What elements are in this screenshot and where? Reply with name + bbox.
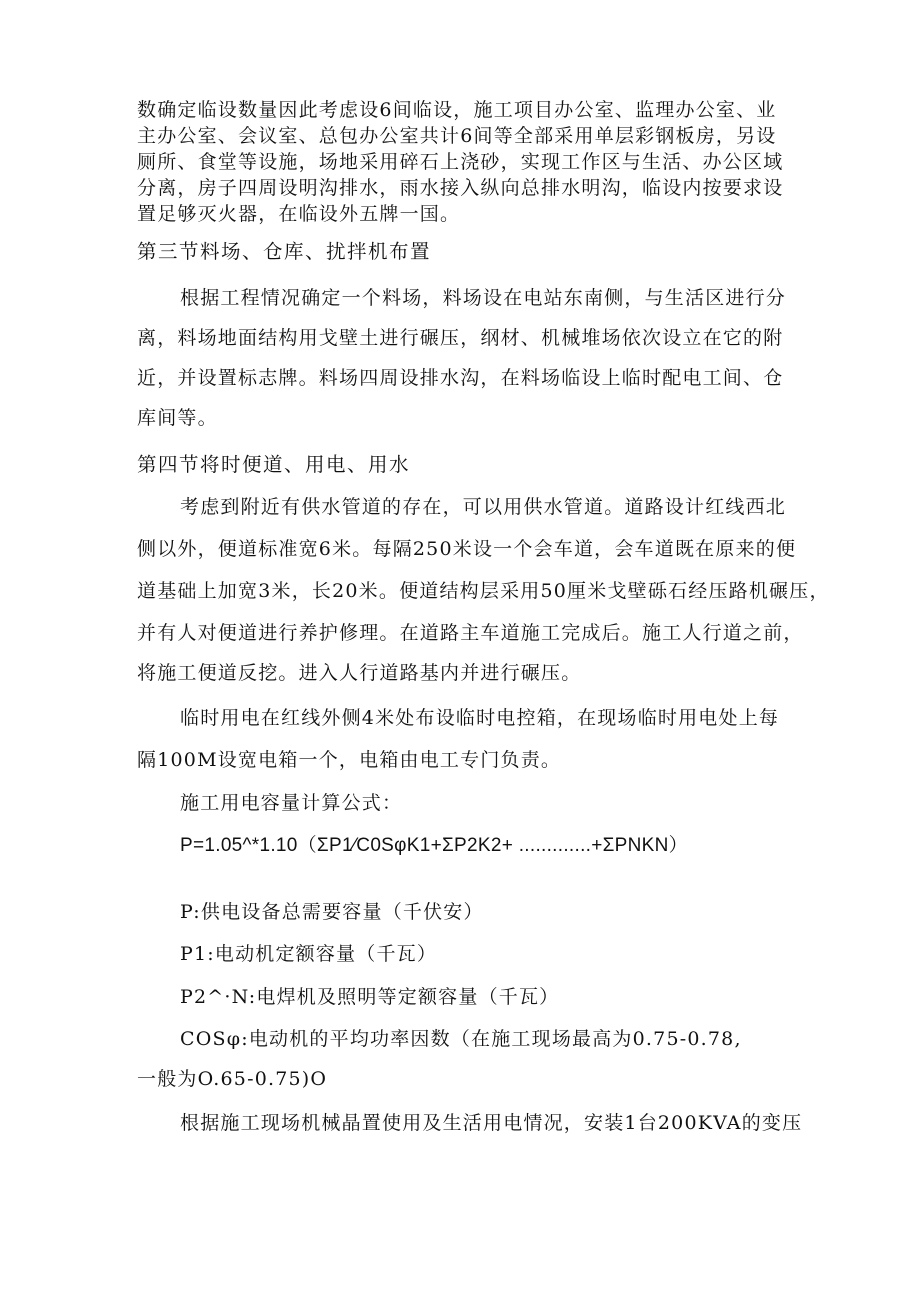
paragraph-line: 并有人对便道进行养护修理。在道路主车道施工完成后。施工人行道之前， xyxy=(137,622,804,644)
definition-line: 一般为O.65-0.75)O xyxy=(137,1068,328,1090)
section-heading: 第三节料场、仓库、扰拌机布置 xyxy=(137,240,432,263)
paragraph-line: 库间等。 xyxy=(137,407,218,429)
paragraph-line: 主办公室、会议室、总包办公室共计6间等全部采用单层彩钢板房，另设 xyxy=(137,125,777,147)
paragraph-line: 根据施工现场机械晶置使用及生活用电情况，安装1台200KVA的变压 xyxy=(180,1112,803,1134)
paragraph-line: 分离，房子四周设明沟排水，雨水接入纵向总排水明沟，临设内按要求设 xyxy=(137,177,784,199)
capacity-formula: P=1.05^*1.10（ΣP1⁄C0SφK1+ΣP2K2+ .............+ΣPNKN） xyxy=(180,835,688,856)
definition-line: P1:电动机定额容量（千瓦） xyxy=(180,943,438,965)
definition-line: P:供电设备总需要容量（千伏安） xyxy=(180,901,484,923)
section-heading: 第四节将时便道、用电、用水 xyxy=(137,453,411,476)
paragraph-line: 厕所、食堂等设施，场地采用碎石上浇砂，实现工作区与生活、办公区域 xyxy=(137,151,784,173)
paragraph-line: 近，并设置标志牌。料场四周设排水沟，在料场临设上临时配电工间、仓 xyxy=(137,367,784,389)
paragraph-line: 道基础上加宽3米，长20米。便道结构层采用50厘米戈壁砾石经压路机碾压， xyxy=(137,580,830,602)
paragraph-line: 置足够灭火器，在临设外五牌一国。 xyxy=(137,203,461,225)
paragraph-line: 离，料场地面结构用戈壁土进行碾压，纲材、机械堆场依次设立在它的附 xyxy=(137,327,784,349)
paragraph-line: 临时用电在红线外侧4米处布设临时电控箱，在现场临时用电处上每 xyxy=(180,707,780,729)
paragraph-line: 将施工便道反挖。进入人行道路基内并进行碾压。 xyxy=(137,662,582,684)
paragraph-line: 考虑到附近有供水管道的存在，可以用供水管道。道路设计红线西北 xyxy=(180,496,787,518)
paragraph-line: 侧以外，便道标准宽6米。每隔250米设一个会车道，会车道既在原来的便 xyxy=(137,538,797,560)
paragraph-line: 施工用电容量计算公式： xyxy=(180,792,403,814)
definition-line: COSφ:电动机的平均功率因数（在施工现场最高为0.75-0.78, xyxy=(180,1028,742,1050)
definition-line: P2^·N:电焊机及照明等定额容量（千瓦） xyxy=(180,986,560,1008)
paragraph-line: 根据工程情况确定一个料场，料场设在电站东南侧，与生活区进行分 xyxy=(180,287,787,309)
paragraph-line: 隔100M设宽电箱一个，电箱由电工专门负责。 xyxy=(137,749,562,771)
paragraph-line: 数确定临设数量因此考虑设6间临设，施工项目办公室、监理办公室、业 xyxy=(137,99,777,121)
